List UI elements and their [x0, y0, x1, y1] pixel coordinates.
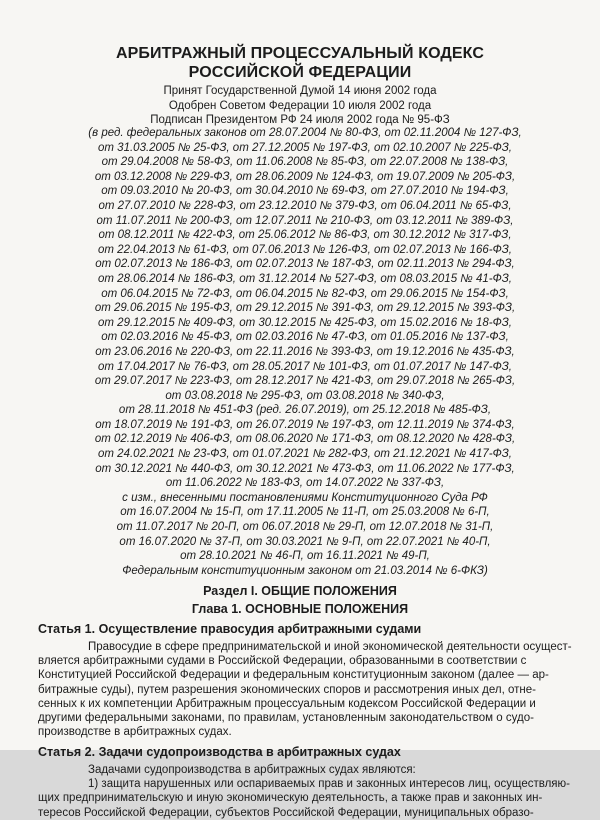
article-2-line: тересов Российской Федерации, субъектов Российской Федерации, муниципальных образо-	[38, 806, 534, 819]
amendment-line: от 02.12.2019 № 406-ФЗ, от 08.06.2020 № 171-ФЗ, от 08.12.2020 № 428-ФЗ,	[94, 433, 516, 446]
document-title	[0, 44, 600, 82]
amendment-line: от 02.03.2016 № 45-ФЗ, от 02.03.2016 № 47-ФЗ, от 01.05.2016 № 137-ФЗ,	[101, 331, 509, 344]
article-2-line: 1) защита нарушенных или оспариваемых прав и законных интересов лиц, осуществляю-	[88, 778, 570, 791]
amendment-line: от 29.04.2008 № 58-ФЗ, от 11.06.2008 № 85-ФЗ, от 22.07.2008 № 138-ФЗ,	[101, 156, 509, 169]
article-1-line: другими федеральными законами, по правилам, установленным законодательством о судо-	[38, 712, 534, 725]
amendment-line: от 09.03.2010 № 20-ФЗ, от 30.04.2010 № 69-ФЗ, от 27.07.2010 № 194-ФЗ,	[101, 185, 509, 198]
amendment-line: от 29.07.2017 № 223-ФЗ, от 28.12.2017 № 421-ФЗ, от 29.07.2018 № 265-ФЗ,	[94, 375, 516, 388]
amendment-line: (в ред. федеральных законов от 28.07.2004 № 80-ФЗ, от 02.11.2004 № 127-ФЗ,	[88, 127, 522, 139]
amendment-line: от 03.08.2018 № 295-ФЗ, от 03.08.2018 № 340-ФЗ,	[165, 389, 445, 402]
amendment-line: от 31.03.2005 № 25-ФЗ, от 27.12.2005 № 197-ФЗ, от 02.10.2007 № 225-ФЗ,	[98, 141, 512, 154]
adoption-info	[0, 84, 600, 128]
amendment-line: с изм., внесенными постановлениями Конституционного Суда РФ	[122, 491, 488, 504]
amendment-line: от 22.04.2013 № 61-ФЗ, от 07.06.2013 № 126-ФЗ, от 02.07.2013 № 166-ФЗ,	[98, 243, 512, 256]
article-2-line: Задачами судопроизводства в арбитражных судах являются:	[88, 764, 416, 776]
article-2-text	[38, 763, 578, 820]
title-line: АРБИТРАЖНЫЙ ПРОЦЕССУАЛЬНЫЙ КОДЕКС	[116, 45, 484, 62]
article-2-line: щих предпринимательскую и иную экономическую деятельность, а также прав и законных ин-	[38, 792, 543, 805]
article-1-line: производстве в арбитражных судах.	[38, 726, 232, 739]
article-1-line: Правосудие в сфере предпринимательской и иной экономической деятельности осущест-	[88, 641, 572, 653]
amendment-line: от 23.06.2016 № 220-ФЗ, от 22.11.2016 № 393-ФЗ, от 19.12.2016 № 435-ФЗ,	[95, 345, 515, 358]
article-1-line: Конституцией Российской Федерации и федеральным конституционным законом (далее — ар-	[38, 669, 549, 682]
adoption-line: Одобрен Советом Федерации 10 июля 2002 года	[168, 99, 432, 112]
amendments-list	[40, 126, 570, 578]
amendment-line: от 08.12.2011 № 422-ФЗ, от 25.06.2012 № 86-ФЗ, от 30.12.2012 № 317-ФЗ,	[98, 229, 512, 242]
amendment-line: от 11.07.2017 № 20-П, от 06.07.2018 № 29-П, от 12.07.2018 № 31-П,	[116, 521, 494, 534]
amendment-line: от 27.07.2010 № 228-ФЗ, от 23.12.2010 № 379-ФЗ, от 06.04.2011 № 65-ФЗ,	[98, 199, 512, 212]
amendment-line: от 18.07.2019 № 191-ФЗ, от 26.07.2019 № 197-ФЗ, от 12.11.2019 № 374-ФЗ,	[95, 418, 515, 431]
amendment-line: от 03.12.2008 № 229-ФЗ, от 28.06.2009 № 124-ФЗ, от 19.07.2009 № 205-ФЗ,	[94, 170, 516, 183]
section-heading: Раздел I. ОБЩИЕ ПОЛОЖЕНИЯ	[203, 584, 397, 598]
chapter-heading: Глава 1. ОСНОВНЫЕ ПОЛОЖЕНИЯ	[191, 602, 409, 616]
article-1-text	[38, 640, 578, 739]
adoption-line: Принят Государственной Думой 14 июня 2002 года	[163, 85, 437, 97]
adoption-line: Подписан Президентом РФ 24 июля 2002 года № 95-ФЗ	[150, 114, 450, 126]
article-1-line: вляется арбитражными судами в Российской Федерации, образованными в соответствии с	[38, 655, 527, 668]
article-1-line: битражные суды), путем разрешения экономических споров и рассмотрения иных дел, отне-	[38, 683, 536, 696]
amendment-line: от 29.06.2015 № 195-ФЗ, от 29.12.2015 № 391-ФЗ, от 29.12.2015 № 393-ФЗ,	[94, 302, 516, 315]
article-2-title: Статья 2. Задачи судопроизводства в арбитражных судах	[38, 745, 401, 759]
amendment-line: от 30.12.2021 № 440-ФЗ, от 30.12.2021 № 473-ФЗ, от 11.06.2022 № 177-ФЗ,	[95, 462, 515, 475]
amendment-line: от 24.02.2021 № 23-ФЗ, от 01.07.2021 № 282-ФЗ, от 21.12.2021 № 417-ФЗ,	[98, 448, 512, 461]
amendment-line: от 28.10.2021 № 46-П, от 16.11.2021 № 49-П,	[180, 550, 430, 563]
article-1-title: Статья 1. Осуществление правосудия арбитражными судами	[38, 622, 422, 636]
amendment-line: от 16.07.2020 № 37-П, от 30.03.2021 № 9-П, от 22.07.2021 № 40-П,	[119, 535, 491, 548]
amendment-line: от 06.04.2015 № 72-ФЗ, от 06.04.2015 № 82-ФЗ, от 29.06.2015 № 154-ФЗ,	[101, 287, 509, 300]
amendment-line: от 29.12.2015 № 409-ФЗ, от 30.12.2015 № 425-ФЗ, от 15.02.2016 № 18-ФЗ,	[98, 316, 512, 329]
amendment-line: Федеральным конституционным законом от 21.03.2014 № 6-ФКЗ)	[122, 564, 488, 577]
amendment-line: от 28.11.2018 № 451-ФЗ (ред. 26.07.2019), от 25.12.2018 № 485-ФЗ,	[118, 404, 492, 417]
title-line: РОССИЙСКОЙ ФЕДЕРАЦИИ	[188, 64, 412, 81]
article-1-line: сенных к их компетенции Арбитражным процессуальным кодексом Российской Федерации и	[38, 697, 536, 710]
amendment-line: от 11.07.2011 № 200-ФЗ, от 12.07.2011 № 210-ФЗ, от 03.12.2011 № 389-ФЗ,	[96, 214, 514, 227]
amendment-line: от 17.04.2017 № 76-ФЗ, от 28.05.2017 № 101-ФЗ, от 01.07.2017 № 147-ФЗ,	[98, 360, 512, 373]
amendment-line: от 28.06.2014 № 186-ФЗ, от 31.12.2014 № 527-ФЗ, от 08.03.2015 № 41-ФЗ,	[98, 272, 512, 285]
amendment-line: от 11.06.2022 № 183-ФЗ, от 14.07.2022 № 337-ФЗ,	[165, 477, 445, 490]
amendment-line: от 02.07.2013 № 186-ФЗ, от 02.07.2013 № 187-ФЗ, от 02.11.2013 № 294-ФЗ,	[95, 258, 515, 271]
amendment-line: от 16.07.2004 № 15-П, от 17.11.2005 № 11-П, от 25.03.2008 № 6-П,	[120, 506, 490, 519]
